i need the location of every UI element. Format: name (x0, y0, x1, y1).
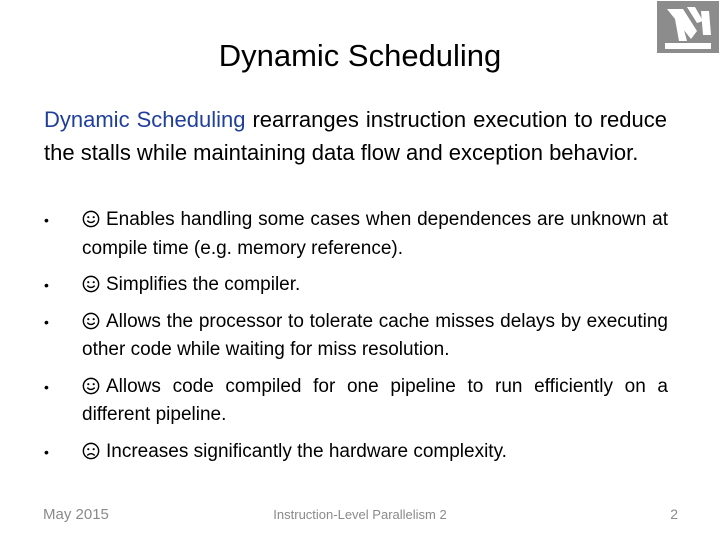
footer-date: May 2015 (43, 506, 109, 523)
intro-paragraph (44, 103, 667, 169)
smile-icon (82, 312, 100, 330)
frown-icon (82, 442, 100, 460)
list-item (0, 206, 668, 263)
bullet-text: Allows the processor to tolerate cache misses delays by executing other code while waiting for miss resolution. (82, 310, 668, 360)
bullet-marker: • (44, 443, 49, 460)
bullet-text: Simplifies the compiler. (106, 274, 301, 295)
bullet-marker: • (44, 212, 49, 228)
bullet-text: Increases significantly the hardware complexity. (106, 440, 507, 462)
smile-icon (82, 377, 100, 395)
intro-highlight: Dynamic Scheduling (44, 107, 246, 132)
institution-logo-icon (657, 1, 719, 53)
bullet-marker: • (44, 277, 49, 293)
bullet-marker: • (44, 313, 49, 330)
footer-title: Instruction-Level Parallelism 2 (273, 507, 447, 522)
slide-title: Dynamic Scheduling (218, 38, 502, 73)
list-item (0, 438, 668, 467)
smile-icon (82, 210, 100, 228)
intro-text: rearranges instruction execution to reduce the stalls while maintaining data flow and exception behavior. (44, 107, 667, 165)
list-item (0, 308, 668, 365)
list-item (0, 373, 668, 430)
page-number: 2 (670, 506, 678, 522)
bullet-list (0, 206, 720, 466)
bullet-marker: • (44, 378, 49, 395)
smile-icon (82, 275, 100, 293)
list-item (0, 271, 668, 300)
bullet-text: Enables handling some cases when dependences are unknown at compile time (e.g. memory reference). (82, 209, 668, 259)
bullet-text: Allows code compiled for one pipeline to run efficiently on a different pipeline. (82, 375, 668, 425)
